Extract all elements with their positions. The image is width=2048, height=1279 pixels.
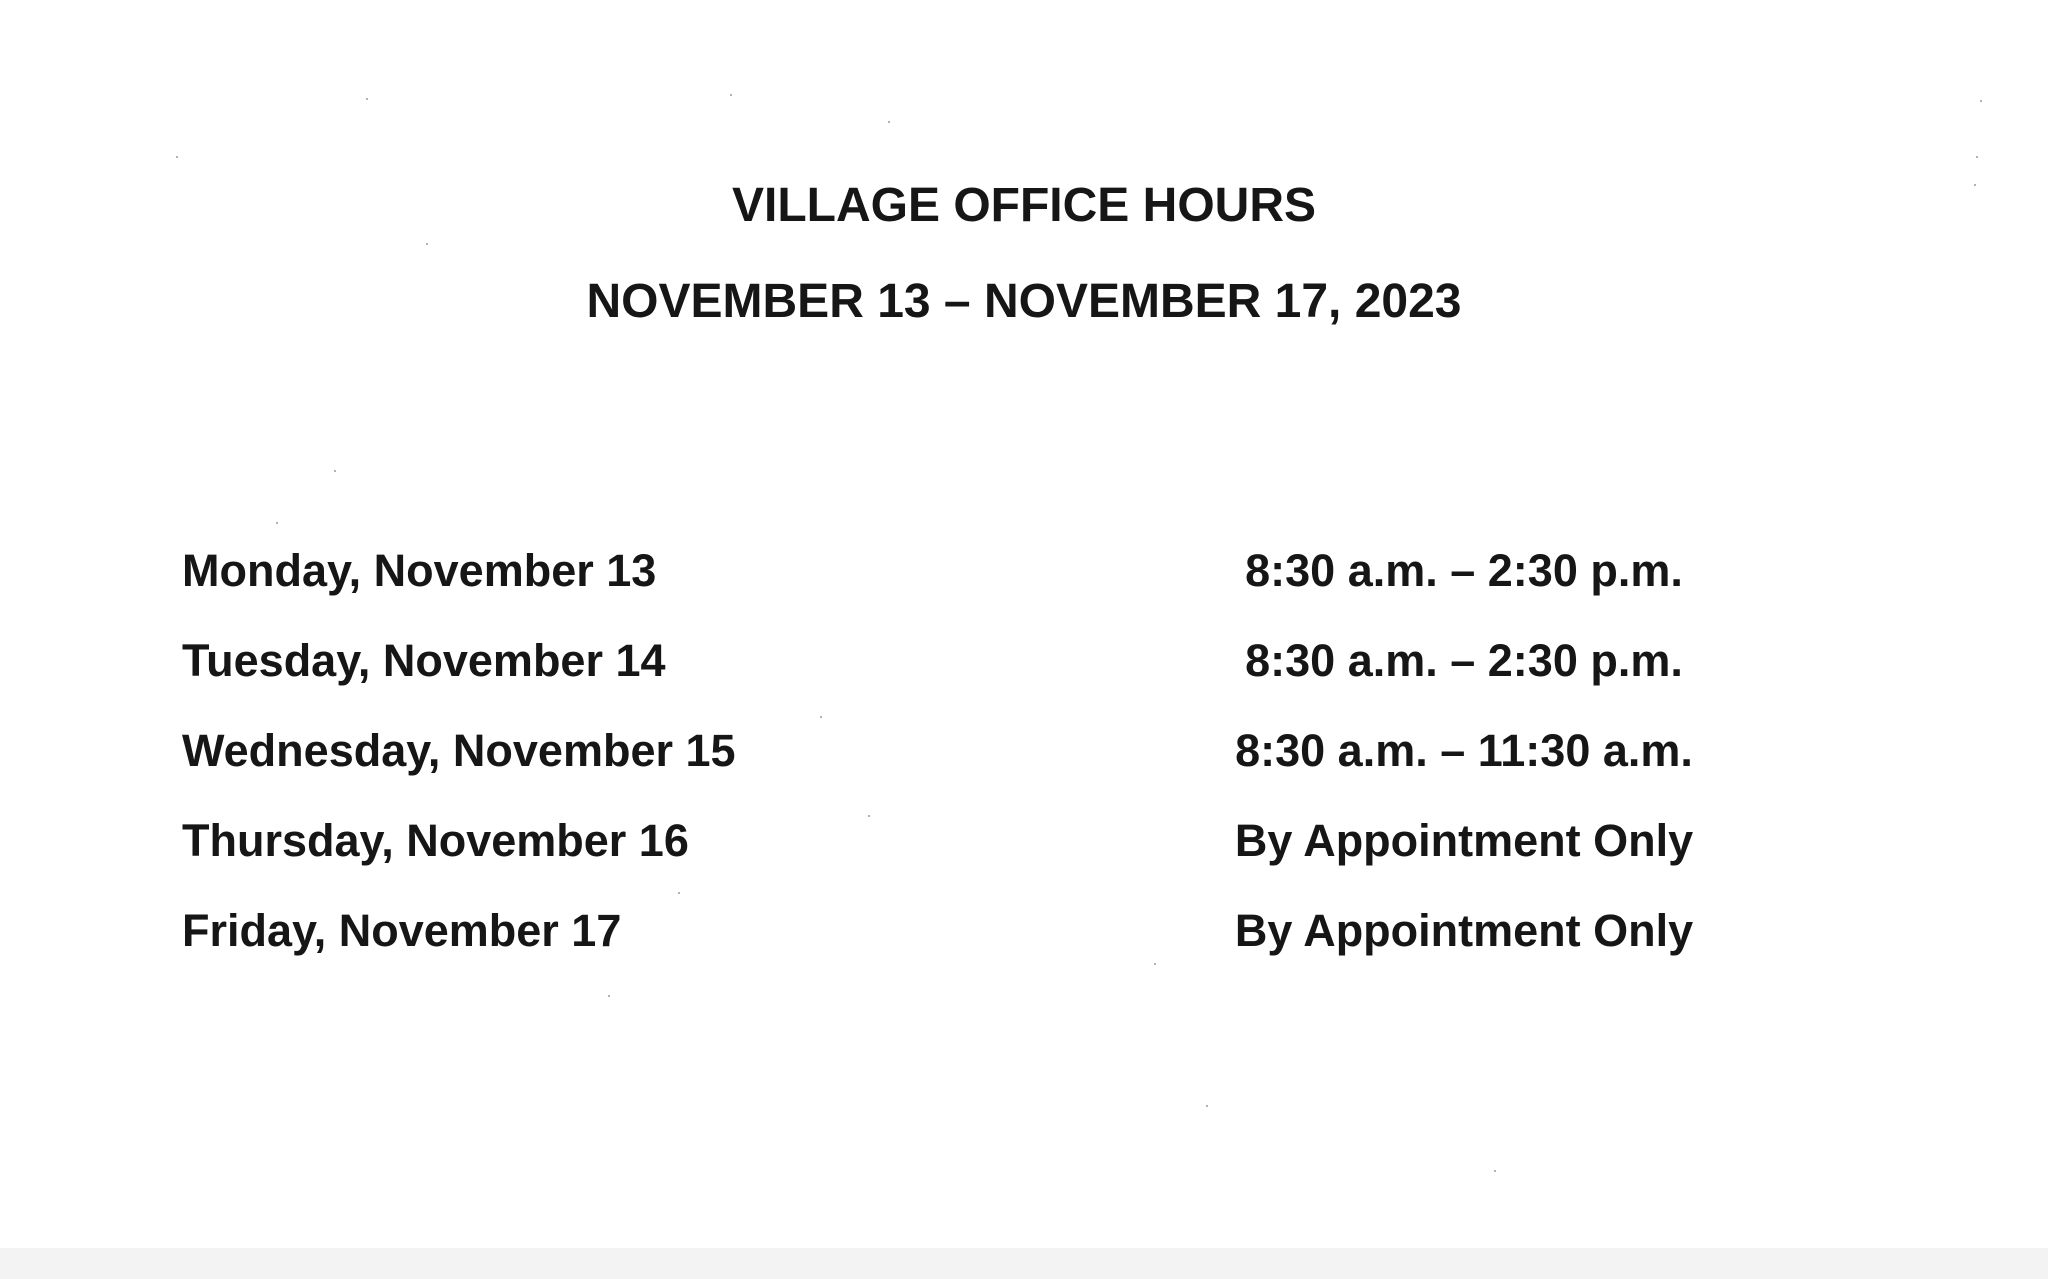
- schedule-day: Tuesday, November 14: [182, 635, 666, 686]
- schedule-row: [0, 545, 2048, 635]
- scan-speck: [1974, 184, 1976, 186]
- schedule-hours: 8:30 a.m. – 2:30 p.m.: [1245, 635, 1683, 686]
- scan-speck: [176, 156, 178, 158]
- page-bottom-edge: [0, 1248, 2048, 1279]
- scan-speck: [868, 815, 870, 817]
- scan-speck: [334, 470, 336, 472]
- scan-speck: [366, 98, 368, 100]
- schedule-row: [0, 635, 2048, 725]
- scan-speck: [820, 716, 822, 718]
- schedule-day: Friday, November 17: [182, 905, 622, 956]
- scan-speck: [888, 121, 890, 123]
- schedule-hours: 8:30 a.m. – 2:30 p.m.: [1245, 545, 1683, 596]
- scan-speck: [1980, 100, 1982, 102]
- scan-speck: [1494, 1170, 1496, 1172]
- page-title: VILLAGE OFFICE HOURS: [731, 179, 1316, 232]
- scan-speck: [1206, 1105, 1208, 1107]
- scan-speck: [1976, 156, 1978, 158]
- schedule-row: [0, 815, 2048, 905]
- schedule-hours: By Appointment Only: [1234, 905, 1694, 956]
- schedule-day: Thursday, November 16: [182, 815, 689, 866]
- schedule-hours: 8:30 a.m. – 11:30 a.m.: [1235, 725, 1693, 776]
- scan-speck: [608, 995, 610, 997]
- scan-speck: [276, 522, 278, 524]
- scan-speck: [730, 94, 732, 96]
- schedule-day: Monday, November 13: [182, 545, 657, 596]
- scan-speck: [426, 243, 428, 245]
- schedule-row: [0, 905, 2048, 995]
- scan-speck: [1154, 963, 1156, 965]
- scan-speck: [678, 892, 680, 894]
- schedule-day: Wednesday, November 15: [182, 725, 736, 776]
- schedule-row: [0, 725, 2048, 815]
- office-hours-schedule: [0, 545, 2048, 995]
- date-range-subtitle: NOVEMBER 13 – NOVEMBER 17, 2023: [586, 275, 1462, 328]
- schedule-hours: By Appointment Only: [1234, 815, 1694, 866]
